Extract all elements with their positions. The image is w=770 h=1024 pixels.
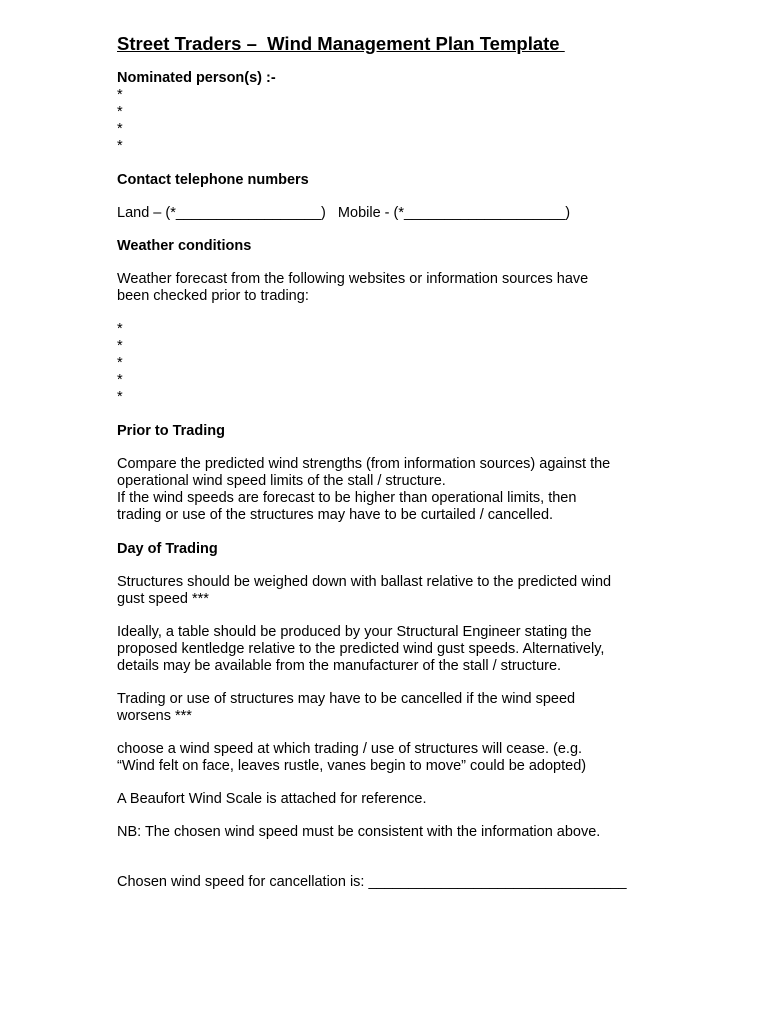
kentledge-paragraph-line: details may be available from the manufacturer of the stall / structure. — [117, 658, 562, 674]
day-of-trading-heading: Day of Trading — [117, 541, 218, 557]
chosen-wind-speed-line: Chosen wind speed for cancellation is: ________________________________ — [117, 874, 627, 890]
list-item: * — [117, 87, 123, 103]
list-item: * — [117, 372, 123, 388]
document-content — [117, 33, 677, 891]
nb-note: NB: The chosen wind speed must be consistent with the information above. — [117, 824, 601, 840]
kentledge-paragraph-line: proposed kentledge relative to the predicted wind gust speeds. Alternatively, — [117, 641, 605, 657]
contact-numbers-line: Land – (*__________________) Mobile - (*____________________) — [117, 205, 571, 221]
list-item: * — [117, 138, 123, 154]
ballast-paragraph-line: Structures should be weighed down with ballast relative to the predicted wind — [117, 574, 612, 590]
prior-to-trading-line: trading or use of the structures may have to be curtailed / cancelled. — [117, 507, 554, 523]
prior-to-trading-line: Compare the predicted wind strengths (from information sources) against the — [117, 456, 611, 472]
document-title: Street Traders – Wind Management Plan Template — [117, 33, 565, 54]
ballast-paragraph-line: gust speed *** — [117, 591, 209, 607]
list-item: * — [117, 389, 123, 405]
cancellation-paragraph-line: Trading or use of structures may have to be cancelled if the wind speed — [117, 691, 576, 707]
nominated-persons-list — [117, 87, 677, 155]
prior-to-trading-line: operational wind speed limits of the stall / structure. — [117, 473, 446, 489]
nominated-persons-heading: Nominated person(s) :- — [117, 70, 276, 86]
cancellation-paragraph-line: worsens *** — [117, 708, 192, 724]
prior-to-trading-heading: Prior to Trading — [117, 423, 225, 439]
wind-speed-paragraph-line: “Wind felt on face, leaves rustle, vanes begin to move” could be adopted) — [117, 758, 587, 774]
wind-speed-paragraph-line: choose a wind speed at which trading / use of structures will cease. (e.g. — [117, 741, 583, 757]
weather-intro-line: been checked prior to trading: — [117, 288, 309, 304]
weather-sources-list — [117, 321, 677, 406]
prior-to-trading-line: If the wind speeds are forecast to be higher than operational limits, then — [117, 490, 577, 506]
contact-heading: Contact telephone numbers — [117, 172, 309, 188]
list-item: * — [117, 121, 123, 137]
weather-conditions-heading: Weather conditions — [117, 238, 252, 254]
kentledge-paragraph-line: Ideally, a table should be produced by your Structural Engineer stating the — [117, 624, 592, 640]
beaufort-note: A Beaufort Wind Scale is attached for reference. — [117, 791, 427, 807]
list-item: * — [117, 338, 123, 354]
list-item: * — [117, 355, 123, 371]
list-item: * — [117, 321, 123, 337]
list-item: * — [117, 104, 123, 120]
weather-intro-line: Weather forecast from the following websites or information sources have — [117, 271, 589, 287]
